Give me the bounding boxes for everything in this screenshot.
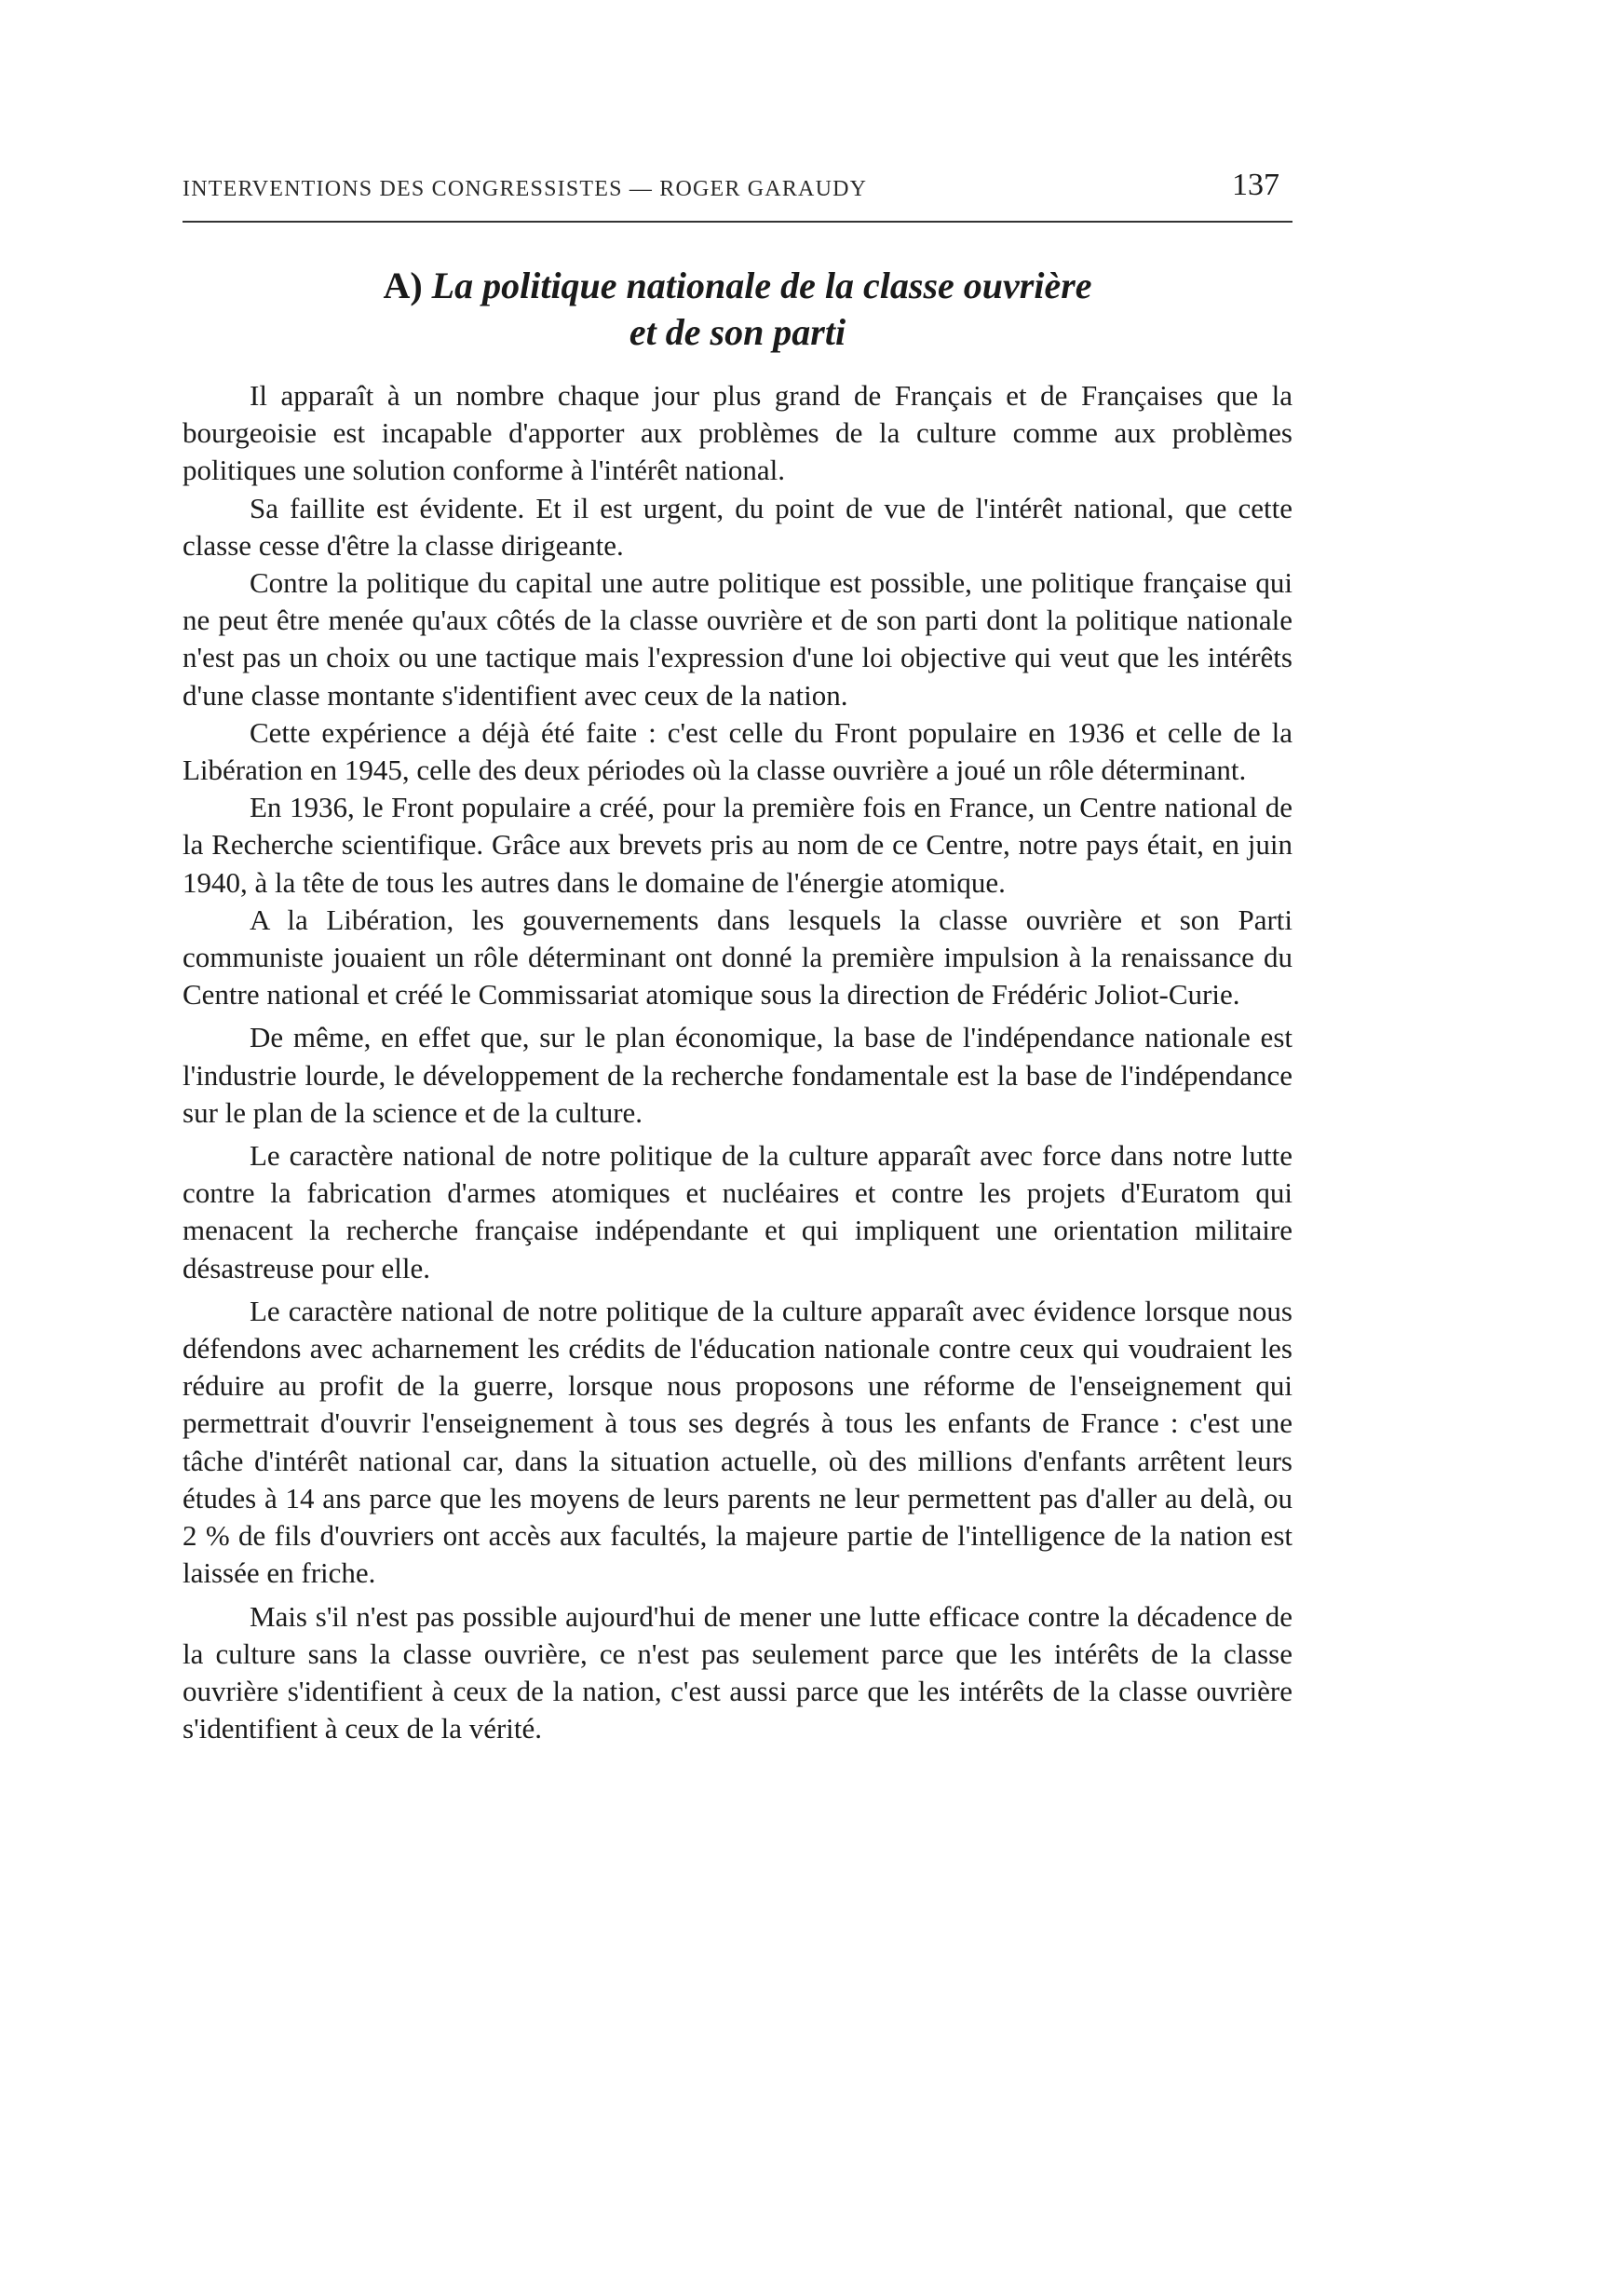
paragraph: A la Libération, les gouvernements dans lesquels la classe ouvrière et son Parti communiste jouaient un rôle déterminant ont donné la première impulsion à la renaissance du Centre national et créé le Commissariat atomique sous la direction de Frédéric Joliot-Curie. (183, 903, 1292, 1012)
paragraph: Contre la politique du capital une autre politique est possible, une politique française qui ne peut être menée qu'aux côtés de la classe ouvrière et de son parti dont la politique nationale n'est pas un choix ou une tactique mais l'expression d'une loi objective qui veut que les intérêts d'une classe montante s'identifient avec ceux de la nation. (183, 566, 1292, 712)
section-title-line-2: et de son parti (629, 311, 846, 353)
paragraph: Le caractère national de notre politique de la culture apparaît avec évidence lorsque nous défendons avec acharnement les crédits de l'éducation nationale contre ceux qui voudraient les réduire au profit de la guerre, lorsque nous proposons une réforme de l'enseignement qui permettrait d'ouvrir l'enseignement à tous ses degrés à tous les enfants de France : c'est une tâche d'intérêt national car, dans la situation actuelle, où des millions d'enfants arrêtent leurs études à 14 ans parce que les moyens de leurs parents ne leur permettent pas d'aller au delà, ou 2 % de fils d'ouvriers ont accès aux facultés, la majeure partie de l'intelligence de la nation est laissée en friche. (183, 1294, 1292, 1590)
running-head (183, 168, 1292, 209)
paragraph: Le caractère national de notre politique de la culture apparaît avec force dans notre lutte contre la fabrication d'armes atomiques et nucléaires et contre les projets d'Euratom qui menacent la recherche française indépendante et qui impliquent une orientation militaire désastreuse pour elle. (183, 1139, 1292, 1284)
running-head-title: INTERVENTIONS DES CONGRESSISTES — ROGER GARAUDY (183, 177, 868, 201)
paragraph: Mais s'il n'est pas possible aujourd'hui de mener une lutte efficace contre la décadence de la culture sans la classe ouvrière, ce n'est pas seulement parce que les intérêts de la classe ouvrière s'identifient à ceux de la nation, c'est aussi parce que les intérêts de la classe ouvrière s'identifient à ceux de la vérité. (183, 1599, 1292, 1745)
paragraph: Cette expérience a déjà été faite : c'est celle du Front populaire en 1936 et celle de la Libération en 1945, celle des deux périodes où la classe ouvrière a joué un rôle déterminant. (183, 715, 1292, 787)
header-rule (183, 221, 1292, 223)
paragraph: Il apparaît à un nombre chaque jour plus grand de Français et de Françaises que la bourgeoisie est incapable d'apporter aux problèmes de la culture comme aux problèmes politiques une solution conforme à l'intérêt national. (183, 379, 1292, 487)
paragraph: Sa faillite est évidente. Et il est urgent, du point de vue de l'intérêt national, que cette classe cesse d'être la classe dirigeante. (183, 491, 1292, 562)
paragraph: En 1936, le Front populaire a créé, pour la première fois en France, un Centre national de la Recherche scientifique. Grâce aux brevets pris au nom de ce Centre, notre pays était, en juin 1940, à la tête de tous les autres dans le domaine de l'énergie atomique. (183, 791, 1292, 899)
paragraph: De même, en effet que, sur le plan économique, la base de l'indépendance nationale est l'industrie lourde, le développement de la recherche fondamentale est la base de l'indépendance sur le plan de la science et de la culture. (183, 1021, 1292, 1129)
section-marker: A) (383, 265, 423, 306)
page-number: 137 (1232, 168, 1279, 202)
body-text (183, 377, 1292, 1747)
section-heading (183, 263, 1292, 356)
section-heading-line-1 (183, 263, 1292, 309)
section-title-line-1: La politique nationale de la classe ouvrière (431, 265, 1092, 306)
